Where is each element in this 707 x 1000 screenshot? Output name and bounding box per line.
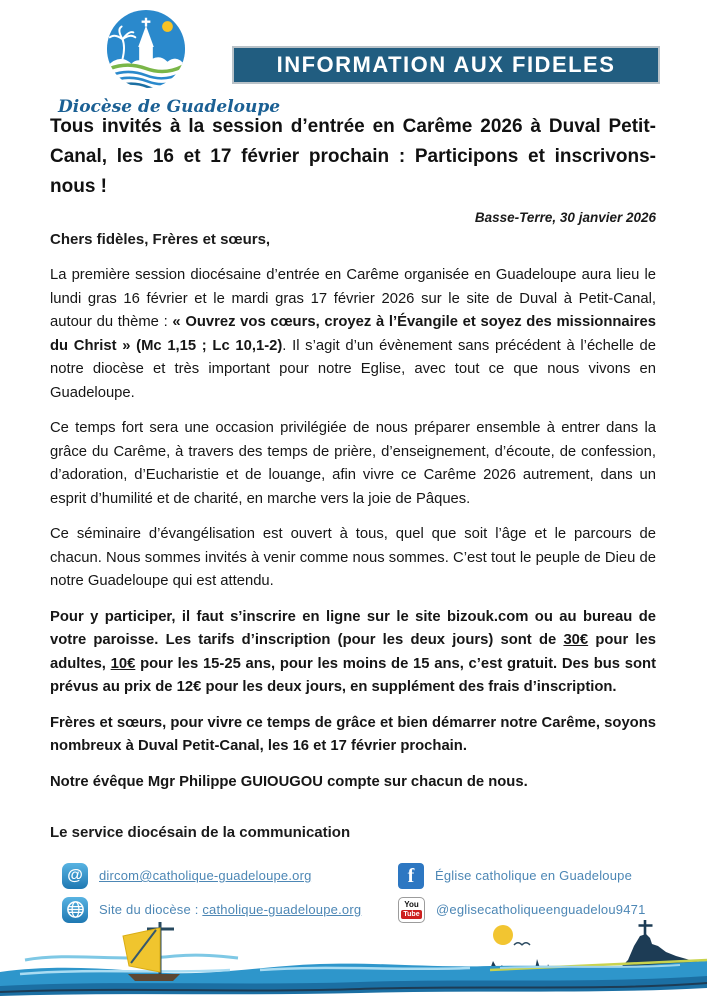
salutation: Chers fidèles, Frères et sœurs, [50,231,271,248]
facebook-label: Église catholique en Guadeloupe [435,868,633,883]
facebook-glyph: f [407,864,415,887]
diocese-logo-icon [101,8,191,90]
paragraph-2: Ce temps fort sera une occasion privilégiée de nous préparer ensemble à entrer dans la grâce du Carême, à travers des temps de prière, d’enseignement, d’écoute, de confession, d’adoration, d’Eucharistie et de louange, afin vivre ce Carême 2026 autrement, dans un esprit d’humilité et de charité, en marche vers la joie de Pâques. [50,420,656,507]
letter-body [50,112,656,841]
p4-seg3: pour les 15-25 ans, pour les moins de 15 ans, c’est gratuit. Des bus sont prévus au prix de 12€ pour les deux jours, en supplément des frais d’inscription. [50,655,656,695]
paragraph-4 [50,606,656,700]
paragraph-1 [50,264,656,405]
signature: Le service diocésain de la communication [50,824,351,841]
p1-regular-end: . Il s’agit d’un évènement sans précédent à l’échelle de notre diocèse et très important pour notre Eglise, avec tout ce que nous vivons en Guadeloupe. [50,337,656,401]
dateline: Basse-Terre, 30 janvier 2026 [474,210,656,225]
website-link[interactable]: catholique-guadeloupe.org [202,902,362,917]
letter-title: Tous invités à la session d’entrée en Carême 2026 à Duval Petit-Canal, les 16 et 17 février prochain : Participons et inscrivons-nous ! [50,116,656,197]
paragraph-6: Notre évêque Mgr Philippe GUIOUGOU compte sur chacun de nous. [50,773,528,790]
p1-theme-quote: « Ouvrez vos cœurs, croyez à l’Évangile et soyez des missionnaires du Christ » (Mc 1,15 ; Lc 10,1-2) [50,314,656,354]
paragraph-5: Frères et sœurs, pour vivre ce temps de grâce et bien démarrer notre Carême, soyons nombreux à Duval Petit-Canal, les 16 et 17 février prochain. [50,714,656,754]
facebook-icon [398,863,424,889]
logo-title: Diocèse de Guadeloupe [58,97,281,117]
p4-seg1: Pour y participer, il faut s’inscrire en ligne sur le site bizouk.com ou au bureau de votre paroisse. Les tarifs d’inscription (pour les deux jours) sont de [50,608,656,648]
website-prefix: Site du diocèse : [99,902,203,917]
bird-icon [514,943,530,945]
p4-seg2: pour les adultes, [50,632,657,672]
at-icon [62,863,88,889]
youtube-badge-bottom: Tube [403,910,420,918]
email-row [62,862,361,889]
sun-icon [162,21,173,32]
price-adults: 30€ [563,632,589,648]
banner-title: INFORMATION AUX FIDELES [276,52,616,77]
youtube-label: @eglisecatholiqueenguadelou9471 [436,902,646,917]
at-glyph: @ [67,866,83,884]
summit-cross-icon [639,920,653,935]
sea-illustration [0,908,707,1000]
price-youth: 10€ [110,655,136,672]
facebook-row [398,862,646,889]
paragraph-3: Ce séminaire d’évangélisation est ouvert à tous, quel que soit l’âge et le parcours de chacun. Nous sommes invités à venir comme nous sommes. C’est tout le peuple de Dieu de notre Guadeloupe qui est attendu. [50,526,656,589]
email-link[interactable]: dircom@catholique-guadeloupe.org [99,868,312,883]
diocese-logo [58,8,281,117]
p1-regular: La première session diocésaine d’entrée en Carême organisée en Guadeloupe aura lieu le lundi gras 16 février et le mardi gras 17 février 2026 sur le site de Duval à Petit-Canal, autour du thème : [50,267,656,330]
youtube-badge-top: You [404,899,419,909]
info-banner [232,46,660,84]
sun-icon [493,925,513,945]
